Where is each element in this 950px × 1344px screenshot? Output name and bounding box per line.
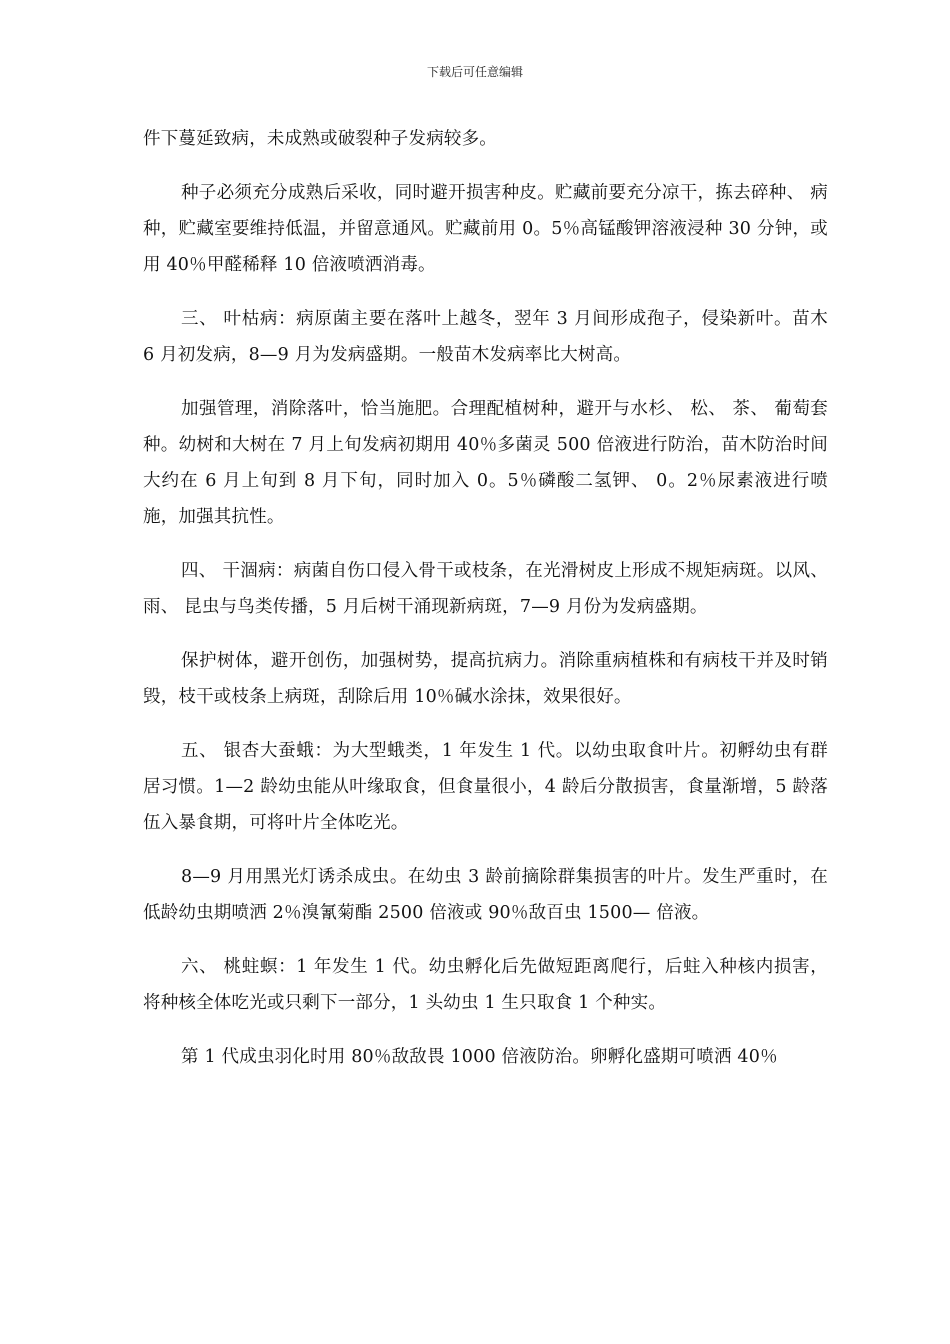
paragraph-canker: 四、 干涸病：病菌自伤口侵入骨干或枝条，在光滑树皮上形成不规矩病斑。以风、 雨、 昆虫与鸟类传播，5 月后树干涌现新病斑，7—9 月份为发病盛期。 bbox=[143, 561, 828, 617]
paragraph-peach-borer-control: 第 1 代成虫羽化时用 80％敌敌畏 1000 倍液防治。卵孵化盛期可喷洒 40％ bbox=[181, 1047, 778, 1067]
paragraph-continuation: 件下蔓延致病，未成熟或破裂种子发病较多。 bbox=[143, 129, 497, 149]
page-header: 下载后可任意编辑 bbox=[426, 65, 523, 79]
paragraph-leaf-blight-control: 加强管理，消除落叶，恰当施肥。合理配植树种，避开与水杉、 松、 茶、 葡萄套种。幼树和大树在 7 月上旬发病初期用 40％多菌灵 500 倍液进行防治，苗木防治时间大约在 6 月上旬到 8 月下旬，同时加入 0。5％磷酸二氢钾、 0。2％尿素液进行喷施，加强其抗性。 bbox=[143, 399, 828, 527]
document-body bbox=[143, 121, 828, 1093]
paragraph-peach-borer: 六、 桃蛀螟：1 年发生 1 代。幼虫孵化后先做短距离爬行，后蛀入种核内损害，将种核全体吃光或只剩下一部分，1 头幼虫 1 生只取食 1 个种实。 bbox=[143, 957, 828, 1013]
paragraph-seed-storage: 种子必须充分成熟后采收，同时避开损害种皮。贮藏前要充分凉干，拣去碎种、 病种，贮藏室要维持低温，并留意通风。贮藏前用 0。5％高锰酸钾溶液浸种 30 分钟，或用 40％甲醛稀释 10 倍液喷洒消毒。 bbox=[143, 183, 828, 275]
paragraph-canker-control: 保护树体，避开创伤，加强树势，提高抗病力。消除重病植株和有病枝干并及时销毁，枝干或枝条上病斑，刮除后用 10％碱水涂抹，效果很好。 bbox=[143, 651, 828, 707]
paragraph-leaf-blight: 三、 叶枯病：病原菌主要在落叶上越冬，翌年 3 月间形成孢子，侵染新叶。苗木 6 月初发病，8—9 月为发病盛期。一般苗木发病率比大树高。 bbox=[143, 309, 828, 365]
paragraph-silkmoth: 五、 银杏大蚕蛾：为大型蛾类，1 年发生 1 代。以幼虫取食叶片。初孵幼虫有群居习惯。1—2 龄幼虫能从叶缘取食，但食量很小，4 龄后分散损害，食量渐增，5 龄落伍入暴食期，可将叶片全体吃光。 bbox=[143, 741, 828, 833]
paragraph-silkmoth-control: 8—9 月用黑光灯诱杀成虫。在幼虫 3 龄前摘除群集损害的叶片。发生严重时，在低龄幼虫期喷洒 2％溴氰菊酯 2500 倍液或 90％敌百虫 1500— 倍液。 bbox=[143, 867, 828, 923]
